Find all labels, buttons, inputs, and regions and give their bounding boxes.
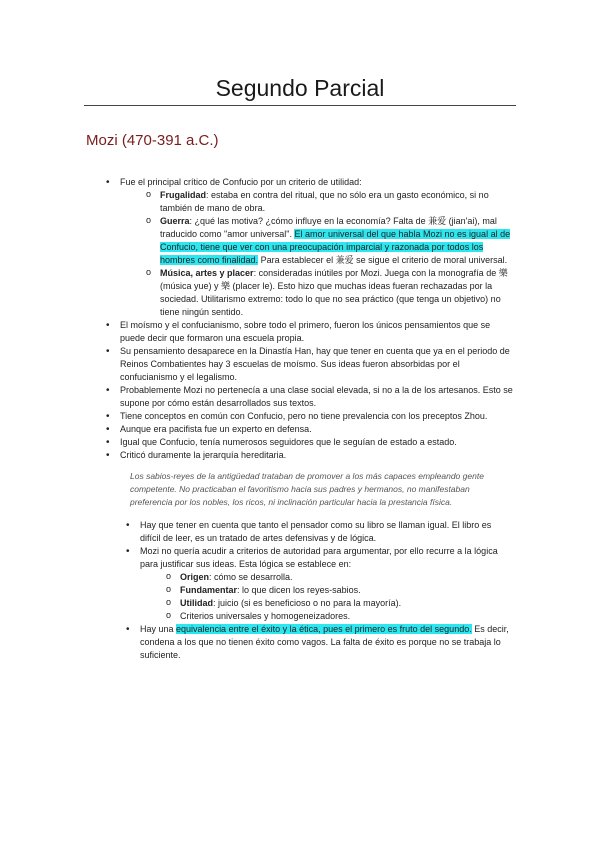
sub-item-frugalidad <box>160 189 514 215</box>
list-item-text: Aunque era pacifista fue un experto en defensa. <box>120 424 312 434</box>
term-text: : estaba en contra del ritual, que no sólo era un gasto económico, si no también de mano de obra. <box>160 190 489 213</box>
second-list <box>140 519 514 662</box>
term-label: Origen <box>180 572 210 582</box>
list-item <box>120 436 514 449</box>
list-item <box>140 623 514 662</box>
sub-item-fundamentar <box>180 584 514 597</box>
highlighted-text: El amor universal del que habla Mozi no es igual al de Confucio, tiene que ver con una preocupación imparcial y razonada por todos los hombres como finalidad. <box>160 229 511 265</box>
sub-item-criterios <box>180 610 514 623</box>
sub-item-origen <box>180 571 514 584</box>
list-item-text: Fue el principal crítico de Confucio por un criterio de utilidad: <box>120 177 362 187</box>
list-item <box>120 345 514 384</box>
term-text: : lo que dicen los reyes-sabios. <box>237 585 361 595</box>
list-item <box>120 384 514 410</box>
list-item <box>120 410 514 423</box>
term-text: Para establecer el 兼爱 se sigue el criterio de moral universal. <box>258 255 508 265</box>
term-label: Fundamentar <box>180 585 238 595</box>
list-item-text: Igual que Confucio, tenía numerosos seguidores que le seguían de estado a estado. <box>120 437 457 447</box>
list-item-text: Mozi no quería acudir a criterios de autoridad para argumentar, por ello recurre a la lógica para justificar sus ideas. Esta lógica se establece en: <box>140 546 498 569</box>
list-item <box>140 519 514 545</box>
sub-list <box>160 189 514 319</box>
main-list <box>120 176 514 462</box>
term-text: : ¿qué las motiva? ¿cómo influye en la economía? Falta de 兼爱 (jian'ai), mal traducido como "amor universal". <box>160 216 497 239</box>
term-text: Criterios universales y homogeneizadores. <box>180 611 351 621</box>
list-item <box>120 319 514 345</box>
list-item-text: Probablemente Mozi no pertenecía a una clase social elevada, si no a la de los artesanos. Esto se supone por cómo están desarrollados sus textos. <box>120 385 513 408</box>
section-heading: Mozi (470-391 a.C.) <box>86 132 219 149</box>
term-label: Utilidad <box>180 598 213 608</box>
term-text: : consideradas inútiles por Mozi. Juega con la monografía de 樂 (música yue) y 樂 (placer le). Esto hizo que muchas ideas fueran rechazadas por la sociedad. Utilitarismo extremo: todo lo que no sea práctico (que tenga un objetivo) no tiene ningún sentido. <box>160 268 508 317</box>
list-item <box>120 449 514 462</box>
term-label: Música, artes y placer <box>160 268 254 278</box>
list-item-text: Criticó duramente la jerarquía hereditaria. <box>120 450 287 460</box>
term-label: Frugalidad <box>160 190 207 200</box>
highlighted-text: equivalencia entre el éxito y la ética, pues el primero es fruto del segundo. <box>176 624 472 634</box>
page-title: Segundo Parcial <box>215 75 385 101</box>
list-item-text: Su pensamiento desaparece en la Dinastía Han, hay que tener en cuenta que ya en el periodo de Reinos Combatientes hay 3 escuelas de moísmo. Sus ideas fueron absorbidas por el confucianismo y el legalismo. <box>120 346 510 382</box>
list-item-text: El moísmo y el confucianismo, sobre todo el primero, fueron los únicos pensamientos que se puede decir que formaron una escuela propia. <box>120 320 491 343</box>
list-item-text: Tiene conceptos en común con Confucio, pero no tiene prevalencia con los preceptos Zhou. <box>120 411 488 421</box>
title-rule <box>84 105 516 106</box>
term-text: : cómo se desarrolla. <box>209 572 293 582</box>
block-quote: Los sabios-reyes de la antigüedad trataban de promover a los más capaces empleando gente competente. No practicaban el favoritismo hacia sus padres y hermanos, no manifestaban preferencia por los nobles, los ricos, ni inclinación particular hacia la prestancia física. <box>130 471 484 507</box>
term-text: : juicio (si es beneficioso o no para la mayoría). <box>213 598 402 608</box>
sub-item-guerra <box>160 215 514 267</box>
list-item-text: Hay una <box>140 624 177 634</box>
list-item <box>120 176 514 319</box>
term-label: Guerra <box>160 216 190 226</box>
sub-list <box>180 571 514 623</box>
list-item-text: Hay que tener en cuenta que tanto el pensador como su libro se llaman igual. El libro es difícil de leer, es un tratado de artes defensivas y de lógica. <box>140 520 492 543</box>
sub-item-utilidad <box>180 597 514 610</box>
document-body <box>120 176 514 662</box>
sub-item-musica <box>160 267 514 319</box>
list-item <box>140 545 514 623</box>
list-item-text: Es decir, condena a los que no tienen éxito como vagos. La falta de éxito es porque no se trabaja lo suficiente. <box>140 624 509 660</box>
list-item <box>120 423 514 436</box>
